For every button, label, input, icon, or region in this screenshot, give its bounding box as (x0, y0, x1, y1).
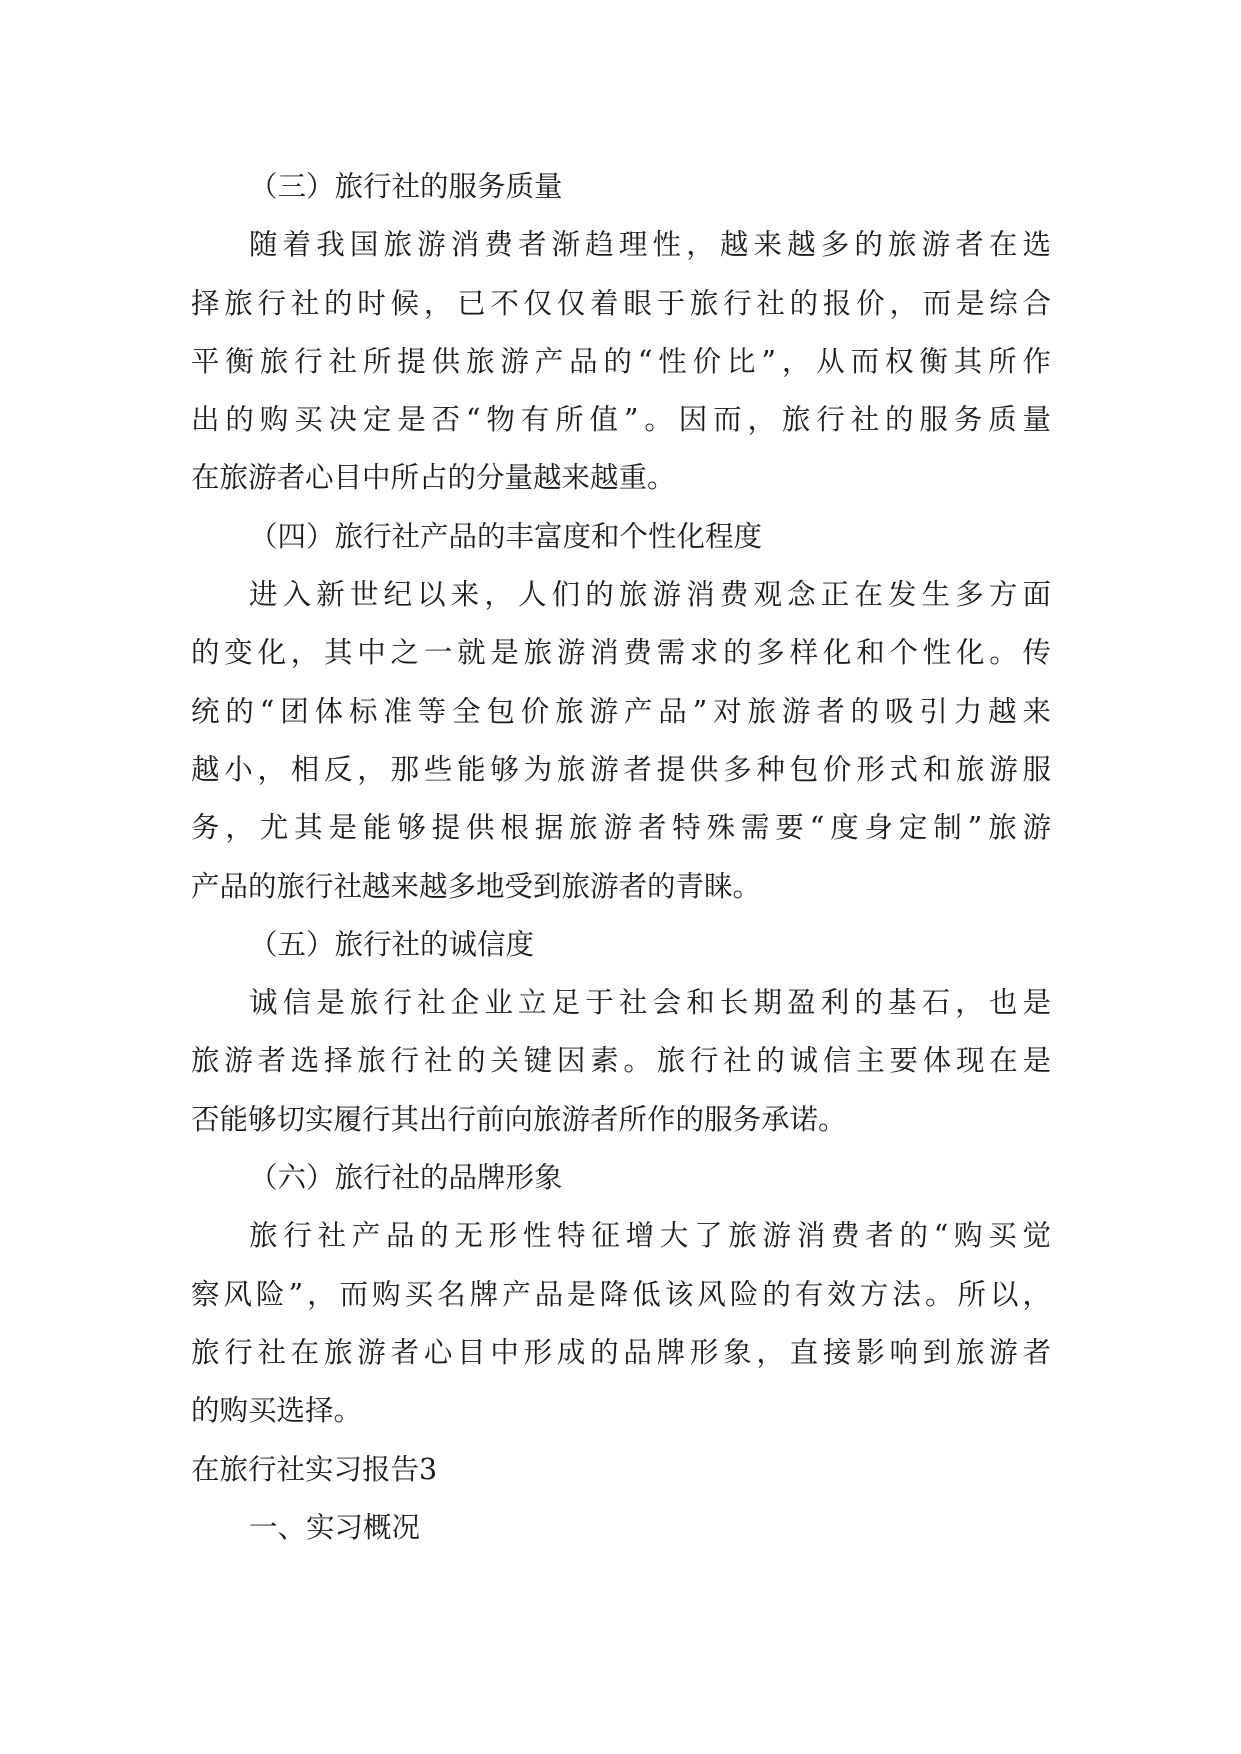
section-heading: （五）旅行社的诚信度 (249, 927, 535, 961)
section-heading: （三）旅行社的服务质量 (249, 170, 563, 203)
paragraph-line: 的购买选择。 (191, 1394, 363, 1428)
section-heading: （六）旅行社的品牌形象 (249, 1161, 563, 1195)
paragraph-line: 进入新世纪以来，人们的旅游消费观念正在发生多方面 (249, 578, 1051, 612)
paragraph-line: 统的“团体标准等全包价旅游产品”对旅游者的吸引力越来 (191, 694, 1051, 728)
paragraph-line: 察风险”，而购买名牌产品是降低该风险的有效方法。所以， (191, 1277, 1051, 1311)
paragraph-line: 旅行社在旅游者心目中形成的品牌形象，直接影响到旅游者 (191, 1335, 1051, 1369)
paragraph-line: 的变化，其中之一就是旅游消费需求的多样化和个性化。传 (191, 636, 1051, 670)
paragraph-line: 旅行社产品的无形性特征增大了旅游消费者的“购买觉 (249, 1219, 1051, 1253)
paragraph-line: 诚信是旅行社企业立足于社会和长期盈利的基石，也是 (249, 986, 1051, 1020)
paragraph-line: 平衡旅行社所提供旅游产品的“性价比”，从而权衡其所作 (191, 344, 1051, 378)
document-body (191, 158, 1051, 1557)
paragraph-line: 务，尤其是能够提供根据旅游者特殊需要“度身定制”旅游 (191, 811, 1051, 845)
paragraph-line: 在旅游者心目中所占的分量越来越重。 (191, 461, 676, 495)
paragraph-line: 旅游者选择旅行社的关键因素。旅行社的诚信主要体现在是 (191, 1044, 1051, 1078)
paragraph-line: 越小，相反，那些能够为旅游者提供多种包价形式和旅游服 (191, 752, 1051, 786)
paragraph-line: 产品的旅行社越来越多地受到旅游者的青睐。 (191, 869, 762, 903)
paragraph-line: 出的购买决定是否“物有所值”。因而，旅行社的服务质量 (191, 403, 1051, 437)
report-title: 在旅行社实习报告3 (191, 1452, 438, 1486)
paragraph-line: 随着我国旅游消费者渐趋理性，越来越多的旅游者在选 (249, 228, 1051, 262)
section-heading: （四）旅行社产品的丰富度和个性化程度 (249, 519, 763, 553)
section-heading: 一、实习概况 (249, 1510, 421, 1544)
paragraph-line: 否能够切实履行其出行前向旅游者所作的服务承诺。 (191, 1102, 847, 1136)
paragraph-line: 择旅行社的时候，已不仅仅着眼于旅行社的报价，而是综合 (191, 286, 1051, 320)
